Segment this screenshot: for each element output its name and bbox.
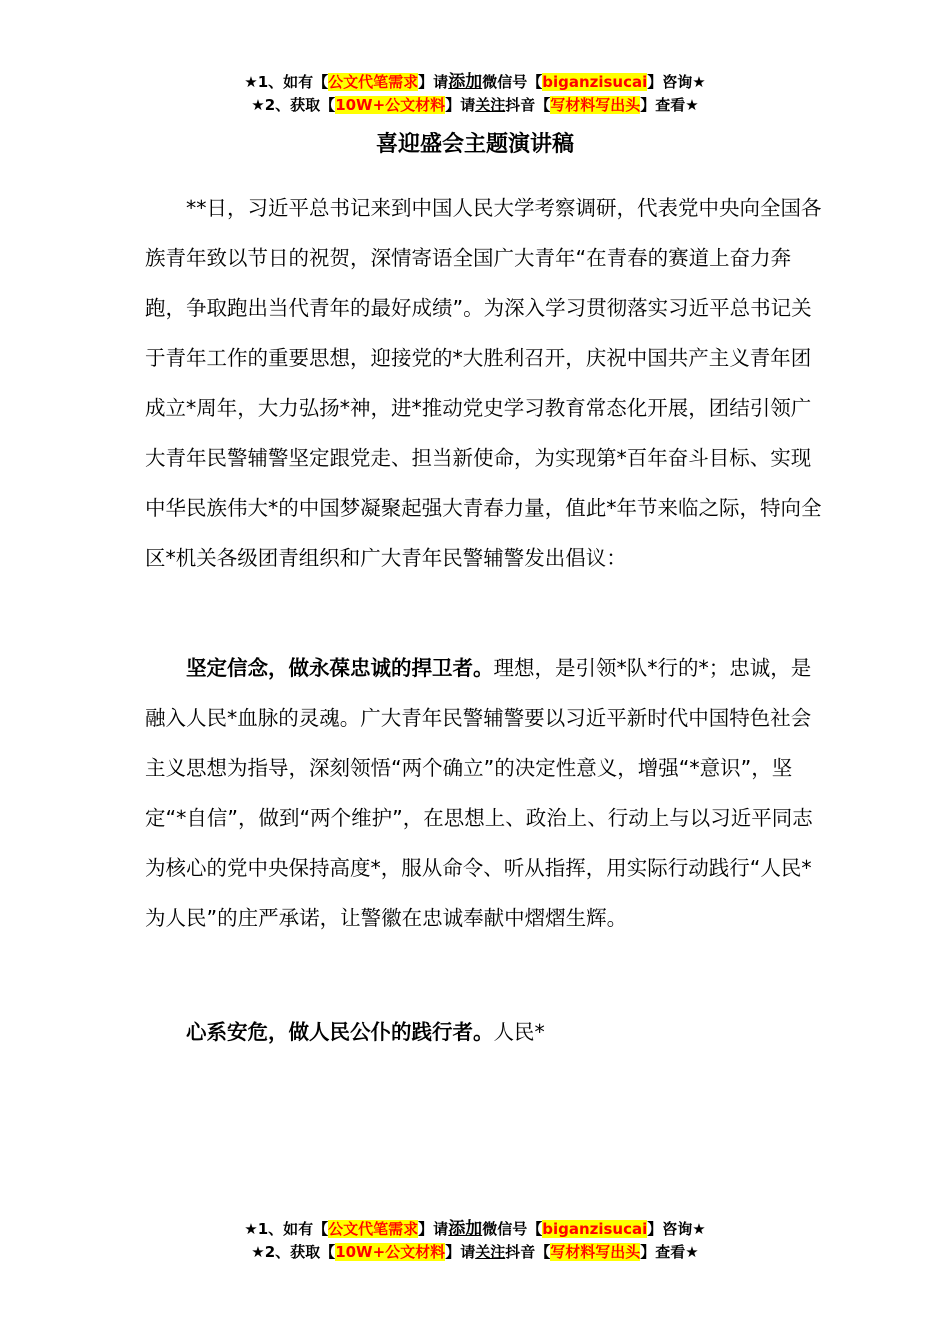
highlight-ghostwriting: 公文代笔需求 <box>328 73 419 91</box>
footer-banner-line-2: ★2、获取【10W+公文材料】请关注抖音【写材料写出头】查看★ <box>251 1243 699 1261</box>
highlight-douyin-account: 写材料写出头 <box>550 96 641 114</box>
header-banner <box>0 71 950 117</box>
paragraph-2 <box>145 643 825 943</box>
add-emphasis: 添加 <box>448 1219 483 1239</box>
header-banner-line-1: ★1、如有【公文代笔需求】请添加微信号【biganzisucai】咨询★ <box>244 72 706 92</box>
paragraph-3-lead: 心系安危，做人民公仆的践行者。 <box>186 1020 494 1044</box>
footer-banner <box>0 1218 950 1264</box>
highlight-wechat-id: biganzisucai <box>542 73 648 91</box>
follow-emphasis: 关注 <box>475 96 506 114</box>
document-title: 喜迎盛会主题演讲稿 <box>375 132 574 157</box>
highlight-materials: 10W+公文材料 <box>335 96 446 114</box>
paragraph-1-text: **日，习近平总书记来到中国人民大学考察调研，代表党中央向全国各族青年致以节日的祝贺，深情寄语全国广大青年“在青春的赛道上奋力奔跑，争取跑出当代青年的最好成绩”。为深入学习贯彻落实习近平总书记关于青年工作的重要思想，迎接党的*大胜利召开，庆祝中国共产主义青年团成立*周年，大力弘扬*神，进*推动党史学习教育常态化开展，团结引领广大青年民警辅警坚定跟党走、担当新使命，为实现第*百年奋斗目标、实现中华民族伟大*的中国梦凝聚起强大青春力量，值此*年节来临之际，特向全区*机关各级团青组织和广大青年民警辅警发出倡议： <box>145 196 822 570</box>
header-banner-line-2: ★2、获取【10W+公文材料】请关注抖音【写材料写出头】查看★ <box>251 96 699 114</box>
highlight-douyin-account: 写材料写出头 <box>550 1243 641 1261</box>
paragraph-2-lead: 坚定信念，做永葆忠诚的捍卫者。 <box>186 656 494 680</box>
highlight-materials: 10W+公文材料 <box>335 1243 446 1261</box>
add-emphasis: 添加 <box>448 72 483 92</box>
paragraph-2-body: 理想，是引领*队*行的*；忠诚，是融入人民*血脉的灵魂。广大青年民警辅警要以习近平新时代中国特色社会主义思想为指导，深刻领悟“两个确立”的决定性意义，增强“*意识”，坚定“*自信”，做到“两个维护”，在思想上、政治上、行动上与以习近平同志为核心的党中央保持高度*，服从命令、听从指挥，用实际行动践行“人民*为人民”的庄严承诺，让警徽在忠诚奉献中熠熠生辉。 <box>145 656 813 930</box>
paragraph-3-body: 人民* <box>493 1020 545 1044</box>
paragraph-3 <box>145 1007 825 1057</box>
follow-emphasis: 关注 <box>475 1243 506 1261</box>
paragraph-1 <box>145 183 825 583</box>
highlight-ghostwriting: 公文代笔需求 <box>328 1220 419 1238</box>
highlight-wechat-id: biganzisucai <box>542 1220 648 1238</box>
footer-banner-line-1: ★1、如有【公文代笔需求】请添加微信号【biganzisucai】咨询★ <box>244 1219 706 1239</box>
